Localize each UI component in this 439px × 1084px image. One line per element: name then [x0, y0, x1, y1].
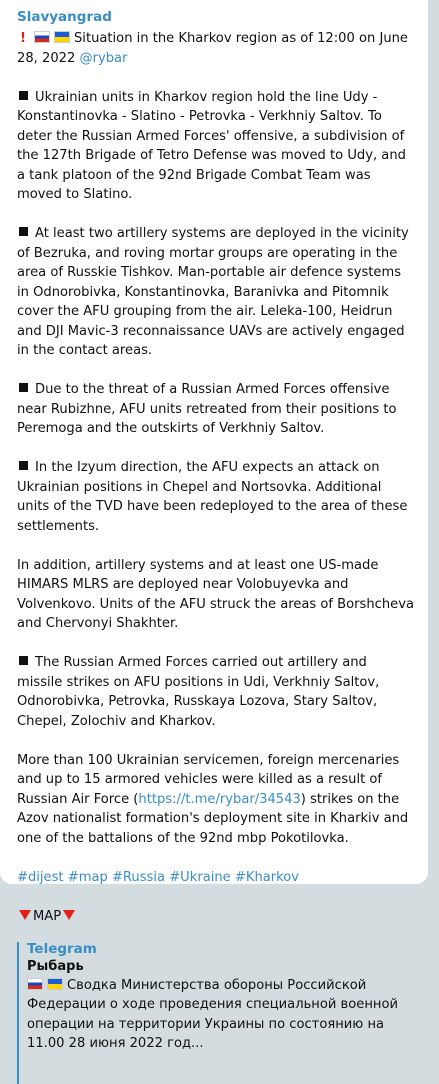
map-label: MAP	[33, 908, 62, 924]
paragraph-1	[17, 88, 416, 205]
header-text: Situation in the Kharkov region as of 12:00 on June 28, 2022	[17, 31, 408, 66]
preview-body-text: Сводка Министерства обороны Российской Федерации о ходе проведения специальной военной операции на территории Украины по состоянию на 11.00 28 июня 2022 год...	[27, 977, 398, 1051]
exclamation-icon: !	[20, 31, 26, 46]
ukraine-flag-icon	[47, 978, 63, 990]
red-triangle-icon	[19, 910, 31, 920]
russia-flag-icon	[34, 31, 50, 43]
preview-title: Рыбарь	[27, 958, 84, 974]
russia-flag-icon	[27, 978, 43, 990]
map-line	[17, 907, 416, 927]
ukraine-flag-icon	[54, 31, 70, 43]
bullet-square-icon	[19, 383, 28, 392]
paragraph-5: In addition, artillery systems and at least one US-made HIMARS MLRS are deployed near Volobuyevka and Volvenkovo. Units of the AFU struck the areas of Borshcheva and Chervonyi Shakhter.	[17, 557, 414, 631]
rybar-post-link[interactable]: https://t.me/rybar/34543	[138, 791, 301, 807]
bullet-square-icon	[19, 656, 28, 665]
paragraph-7-text: More than 100 Ukrainian servicemen, foreign mercenaries and up to 15 armored vehicles were killed as a result of Russian Air Force (	[17, 752, 400, 807]
bullet-square-icon	[19, 461, 28, 470]
bullet-square-icon	[19, 91, 28, 100]
paragraph-4-text: In the Izyum direction, the AFU expects an attack on Ukrainian positions in Chepel and Nortsovka. Additional units of the TVD have been redeployed to the area of these settlements.	[17, 460, 408, 534]
preview-body	[27, 976, 416, 1054]
link-preview[interactable]	[17, 940, 416, 1054]
preview-source: Telegram	[27, 940, 97, 957]
quote-bar	[17, 942, 19, 1084]
paragraph-7-text-end: ) strikes on the Azov nationalist formation's deployment site in Kharkiv and one of the battalions of the 92nd mbp Pokotilovka.	[17, 791, 409, 846]
paragraph-1-text: Ukrainian units in Kharkov region hold the line Udy - Konstantinovka - Slatino - Petrovka - Verkhniy Saltov. To deter the Russian Armed Forces' offensive, a subdivision of the 127th Brigade of Tetro Defense was moved to Udy, and a tank platoon of the 92nd Brigade Combat Team was moved to Slatino.	[17, 89, 406, 202]
paragraph-2-text: At least two artillery systems are deployed in the vicinity of Bezruka, and roving mortar groups are operating in the area of Russkie Tishkov. Man-portable air defence systems in Odnorobivka, Konstantinovka, Baranivka and Pitomnik cover the AFU grouping from the air. Leleka-100, Heidrun and DJI Mavic-3 reconnaissance UAVs are actively engaged in the contact areas.	[17, 226, 409, 358]
channel-name[interactable]: Slavyangrad	[17, 9, 112, 25]
paragraph-3-text: Due to the threat of a Russian Armed Forces offensive near Rubizhne, AFU units retreated from their positions to Peremoga and the outskirts of Verkhniy Saltov.	[17, 382, 397, 436]
bullet-square-icon	[19, 227, 28, 236]
paragraph-3	[17, 380, 416, 439]
message-header	[17, 29, 416, 68]
paragraph-6-text: The Russian Armed Forces carried out artillery and missile strikes on AFU positions in Udi, Verkhniy Saltov, Odnorobivka, Petrovka, Russkaya Lozova, Stary Saltov, Chepel, Zolochiv and Kharkov.	[17, 655, 380, 729]
paragraph-2	[17, 224, 416, 361]
mention-link[interactable]: @rybar	[79, 50, 128, 66]
red-triangle-icon	[63, 910, 75, 920]
paragraph-7	[17, 751, 416, 849]
paragraph-6	[17, 653, 416, 731]
paragraph-4	[17, 458, 416, 536]
hashtags[interactable]: #dijest #map #Russia #Ukraine #Kharkov	[17, 869, 300, 885]
